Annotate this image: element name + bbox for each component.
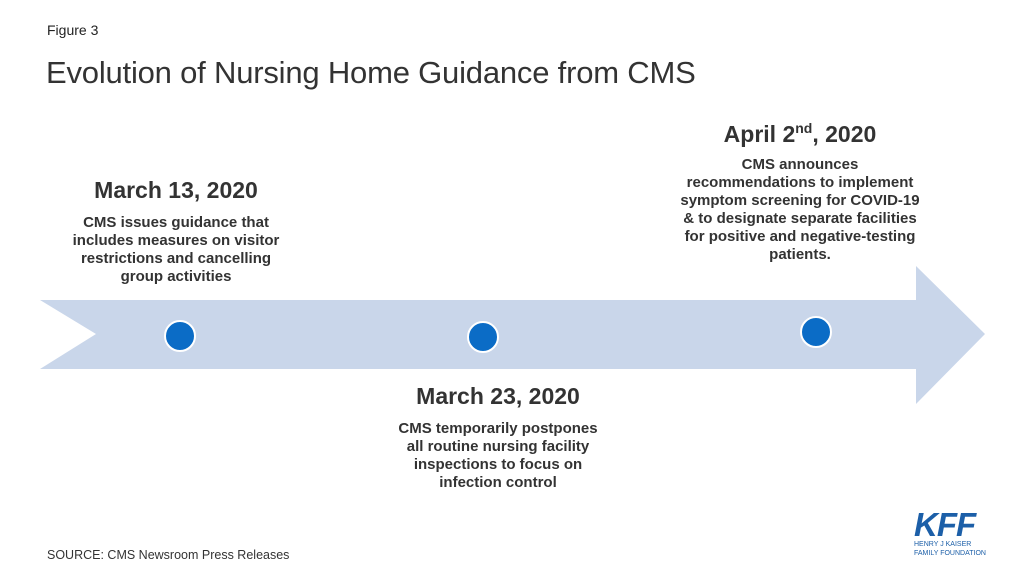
event-date: March 23, 2020 — [416, 383, 580, 409]
timeline-dot-april-2 — [800, 316, 832, 348]
timeline-dot-march-13 — [164, 320, 196, 352]
event-april-2 — [680, 121, 920, 264]
figure-label: Figure 3 — [47, 22, 99, 38]
event-date: March 13, 2020 — [94, 177, 258, 203]
event-description: CMS issues guidance that includes measures on visitor restrictions and cancelling group activities — [72, 214, 280, 285]
source-note: SOURCE: CMS Newsroom Press Releases — [47, 548, 290, 562]
event-description: CMS announces recommendations to implement symptom screening for COVID-19 & to designate separate facilities for positive and negative-testing patients. — [680, 156, 920, 263]
event-date: April 2nd, 2020 — [723, 120, 877, 147]
timeline-dot-march-23 — [467, 321, 499, 353]
event-description: CMS temporarily postpones all routine nursing facility inspections to focus on infection control — [398, 420, 598, 491]
event-march-13 — [60, 177, 292, 286]
page-title: Evolution of Nursing Home Guidance from CMS — [46, 55, 696, 90]
event-march-23 — [395, 383, 601, 492]
kff-logo: KFF HENRY J KAISER FAMILY FOUNDATION — [914, 506, 986, 557]
